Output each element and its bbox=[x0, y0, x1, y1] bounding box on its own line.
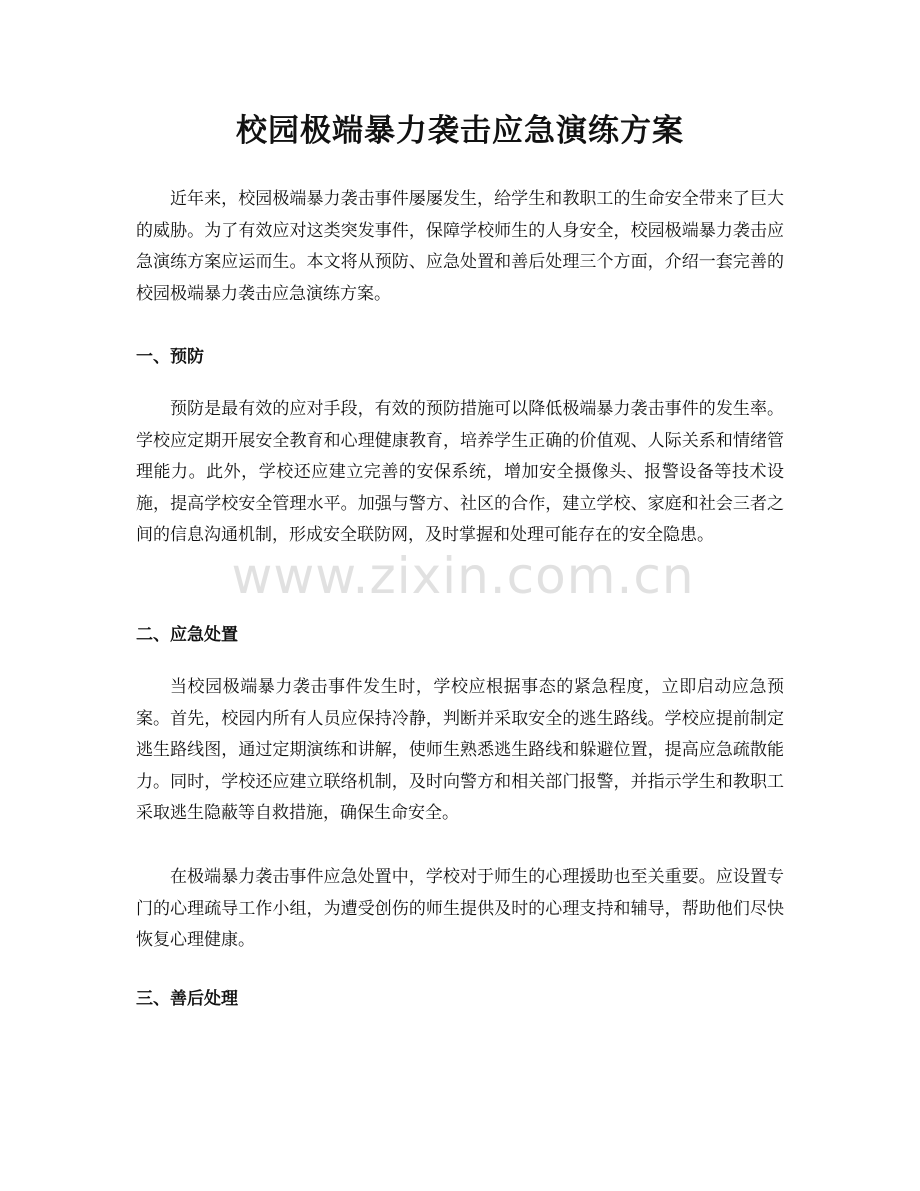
section-heading-prevention: 一、预防 bbox=[136, 347, 204, 367]
section-heading-aftermath: 三、善后处理 bbox=[136, 989, 238, 1009]
emergency-paragraph-2: 在极端暴力袭击事件应急处置中，学校对于师生的心理援助也至关重要。应设置专门的心理疏导工作小组，为遭受创伤的师生提供及时的心理支持和辅导，帮助他们尽快恢复心理健康。 bbox=[136, 867, 784, 951]
document-title: 校园极端暴力袭击应急演练方案 bbox=[236, 113, 684, 149]
intro-paragraph: 近年来，校园极端暴力袭击事件屡屡发生，给学生和教职工的生命安全带来了巨大的威胁。为了有效应对这类突发事件，保障学校师生的人身安全，校园极端暴力袭击应急演练方案应运而生。本文将从预防、应急处置和善后处理三个方面，介绍一套完善的校园极端暴力袭击应急演练方案。 bbox=[136, 189, 784, 304]
section-heading-emergency: 二、应急处置 bbox=[136, 625, 238, 645]
prevention-paragraph: 预防是最有效的应对手段，有效的预防措施可以降低极端暴力袭击事件的发生率。学校应定期开展安全教育和心理健康教育，培养学生正确的价值观、人际关系和情绪管理能力。此外，学校还应建立完善的安保系统，增加安全摄像头、报警设备等技术设施，提高学校安全管理水平。加强与警方、社区的合作，建立学校、家庭和社会三者之间的信息沟通机制，形成安全联防网，及时掌握和处理可能存在的安全隐患。 bbox=[136, 399, 784, 546]
emergency-paragraph-1: 当校园极端暴力袭击事件发生时，学校应根据事态的紧急程度，立即启动应急预案。首先，校园内所有人员应保持冷静，判断并采取安全的逃生路线。学校应提前制定逃生路线图，通过定期演练和讲解，使师生熟悉逃生路线和躲避位置，提高应急疏散能力。同时，学校还应建立联络机制，及时向警方和相关部门报警，并指示学生和教职工采取逃生隐蔽等自救措施，确保生命安全。 bbox=[136, 677, 784, 824]
watermark-text: www.zixin.com.cn bbox=[231, 547, 695, 605]
